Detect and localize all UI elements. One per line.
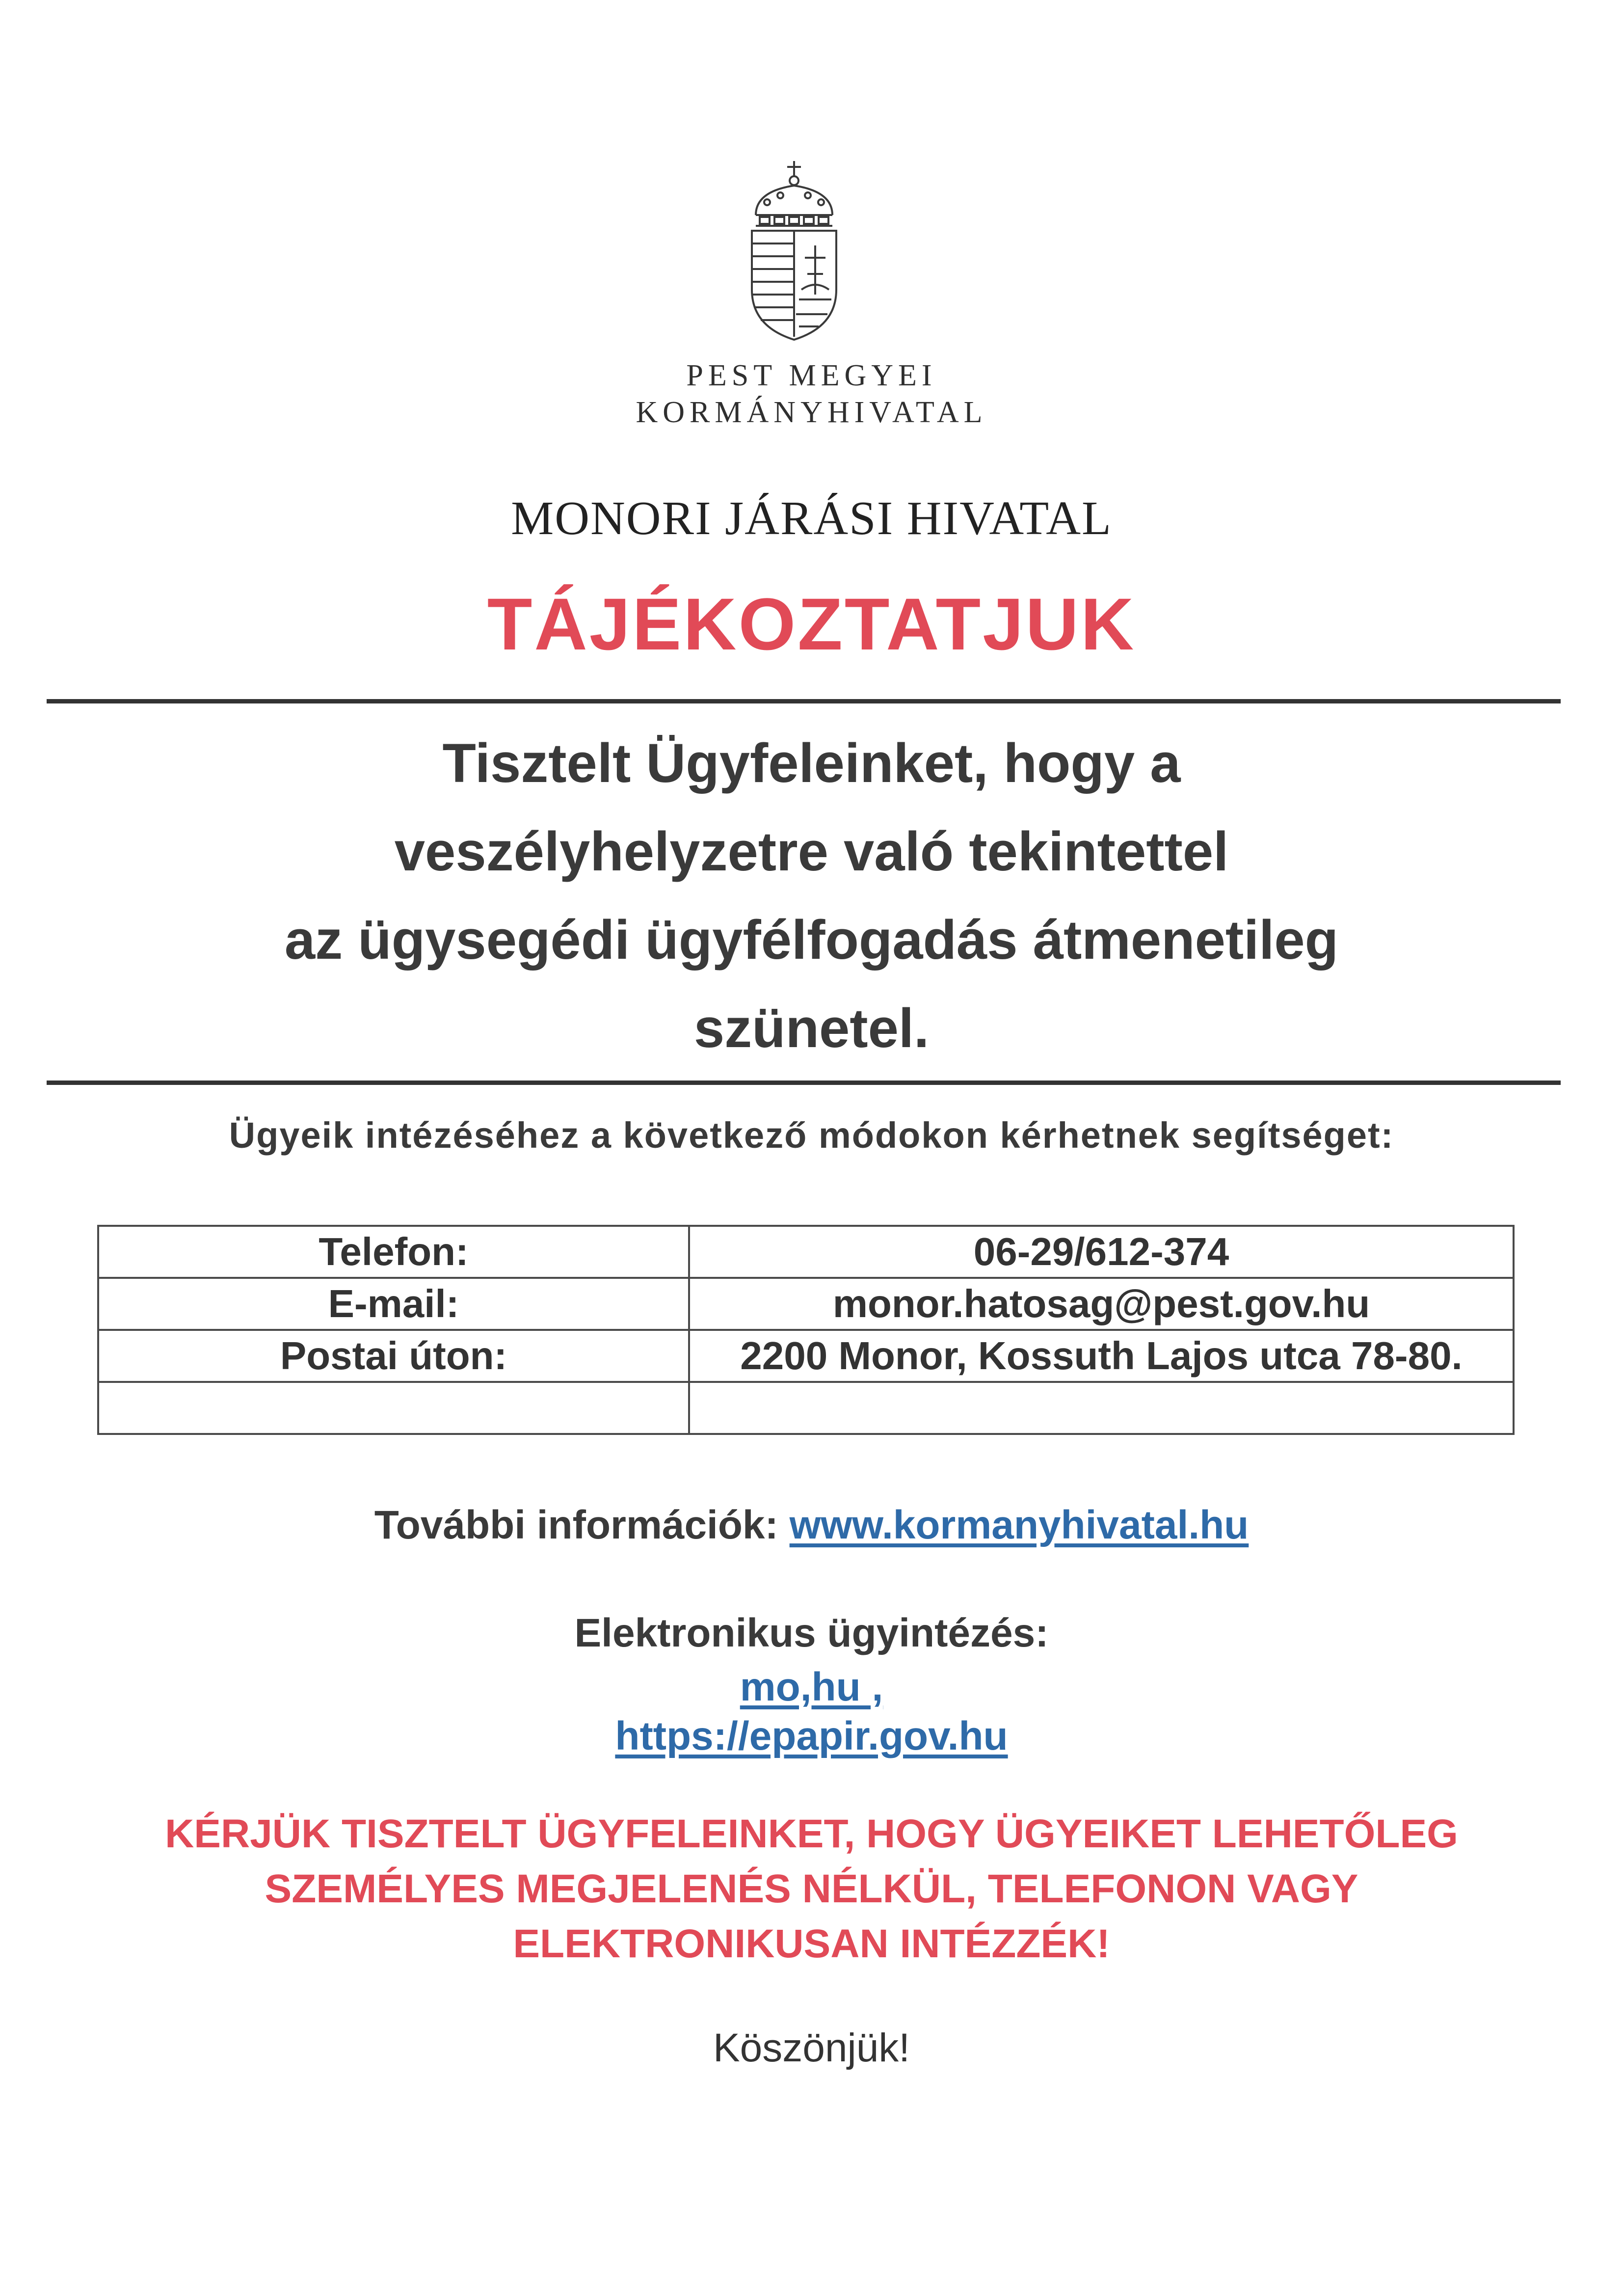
- contact-value-post: 2200 Monor, Kossuth Lajos utca 78-80.: [689, 1330, 1514, 1382]
- contact-intro: Ügyeik intézéséhez a következő módokon kérhetnek segítséget:: [229, 1115, 1394, 1156]
- office-name: MONORI JÁRÁSI HIVATAL: [511, 492, 1112, 545]
- appeal-line: KÉRJÜK TISZTELT ÜGYFELEINKET, HOGY ÜGYEIKET LEHETŐLEG: [165, 1811, 1458, 1856]
- table-row: [98, 1226, 1514, 1278]
- eservice-link-mohu[interactable]: mo,hu ,: [740, 1665, 883, 1709]
- contact-value-email: monor.hatosag@pest.gov.hu: [689, 1278, 1514, 1330]
- contact-value-empty: [689, 1382, 1514, 1434]
- hungarian-coat-of-arms-icon: [745, 157, 843, 344]
- contact-value-phone: 06-29/612-374: [689, 1226, 1514, 1278]
- notice-text: [0, 719, 1623, 1073]
- contact-label-phone: Telefon:: [98, 1226, 689, 1278]
- table-row: [98, 1278, 1514, 1330]
- divider-top: [47, 699, 1561, 703]
- notice-line: az ügysegédi ügyfélfogadás átmenetileg: [284, 909, 1339, 971]
- notice-line: szünetel.: [693, 998, 930, 1059]
- eservice-title: Elektronikus ügyintézés:: [574, 1611, 1049, 1655]
- contact-label-email: E-mail:: [98, 1278, 689, 1330]
- appeal-line: SZEMÉLYES MEGJELENÉS NÉLKÜL, TELEFONON VAGY: [265, 1866, 1358, 1911]
- eservice-link-epapir[interactable]: https://epapir.gov.hu: [615, 1714, 1008, 1758]
- divider-bottom: [47, 1080, 1561, 1085]
- more-info-label: További információk:: [374, 1503, 778, 1547]
- table-row: [98, 1330, 1514, 1382]
- contact-label-empty: [98, 1382, 689, 1434]
- notice-line: veszélyhelyzetre való tekintettel: [394, 821, 1229, 882]
- contact-label-post: Postai úton:: [98, 1330, 689, 1382]
- more-info: [0, 1502, 1623, 1548]
- appeal-line: ELEKTRONIKUSAN INTÉZZÉK!: [513, 1921, 1110, 1966]
- contact-table: [97, 1225, 1515, 1435]
- page-title: TÁJÉKOZTATJUK: [487, 583, 1136, 665]
- org-name-line-1: PEST MEGYEI: [686, 359, 937, 392]
- org-name-line-2: KORMÁNYHIVATAL: [636, 396, 987, 429]
- appeal-text: [0, 1807, 1623, 1972]
- notice-line: Tisztelt Ügyfeleinket, hogy a: [442, 732, 1181, 794]
- more-info-link[interactable]: www.kormanyhivatal.hu: [789, 1503, 1249, 1547]
- closing-thanks: Köszönjük!: [713, 2026, 910, 2070]
- table-row: [98, 1382, 1514, 1434]
